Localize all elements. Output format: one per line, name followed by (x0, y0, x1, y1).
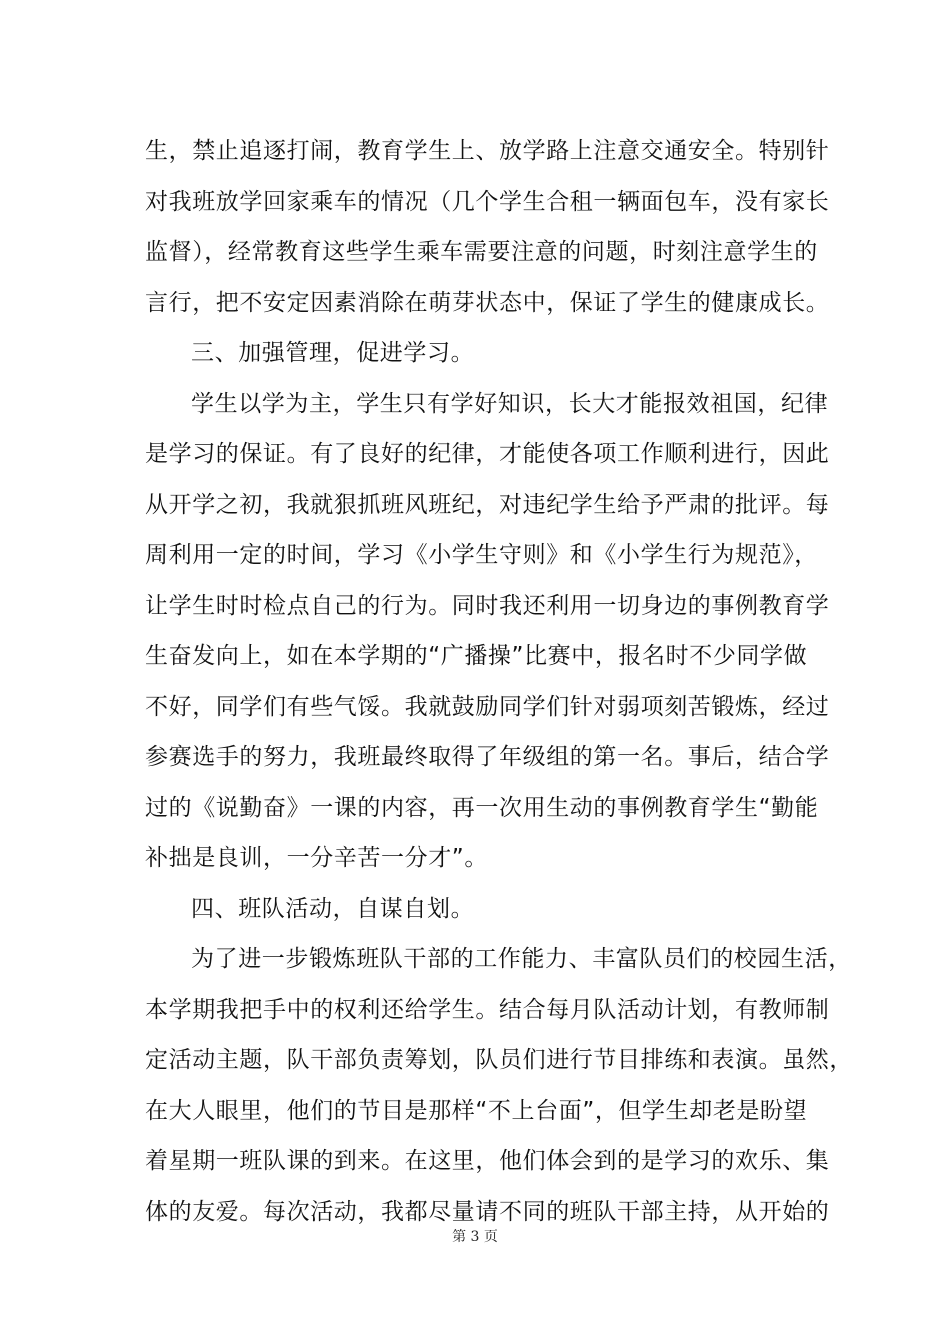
text-line: 补拙是良训，一分辛苦一分才”。 (145, 845, 488, 871)
text-line: 不好，同学们有些气馁。我就鼓励同学们针对弱项刻苦锻炼，经过 (145, 693, 830, 720)
text-line: 定活动主题，队干部负责筹划，队员们进行节目排练和表演。虽然， (145, 1047, 853, 1073)
text-line: 从开学之初，我就狠抓班风班纪，对违纪学生给予严肃的批评。每 (145, 491, 830, 518)
page-number: 第 3 页 (452, 1229, 498, 1245)
text-line: 让学生时时检点自己的行为。同时我还利用一切身边的事例教育学 (145, 592, 830, 619)
text-line: 为了进一步锻炼班队干部的工作能力、丰富队员们的校园生活， (191, 946, 852, 972)
text-line: 体的友爱。每次活动，我都尽量请不同的班队干部主持，从开始的 (145, 1198, 830, 1225)
text-line: 生奋发向上，如在本学期的“广播操”比赛中，报名时不少同学做 (145, 643, 808, 669)
text-line: 参赛选手的努力，我班最终取得了年级组的第一名。事后，结合学 (145, 744, 830, 770)
text-line: 对我班放学回家乘车的情况（几个学生合租一辆面包车，没有家长 (145, 188, 830, 215)
text-line: 本学期我把手中的权利还给学生。结合每月队活动计划，有教师制 (145, 996, 830, 1023)
text-line: 言行，把不安定因素消除在萌芽状态中，保证了学生的健康成长。 (145, 289, 830, 316)
text-line: 生，禁止追逐打闹，教育学生上、放学路上注意交通安全。特别针 (145, 138, 830, 164)
text-line: 是学习的保证。有了良好的纪律，才能使各项工作顺利进行，因此 (145, 441, 830, 467)
text-line: 监督），经常教育这些学生乘车需要注意的问题，时刻注意学生的 (145, 239, 818, 265)
section-heading: 三、加强管理，促进学习。 (191, 340, 475, 366)
text-line: 过的《说勤奋》一课的内容，再一次用生动的事例教育学生“勤能 (145, 794, 819, 821)
text-line: 着星期一班队课的到来。在这里，他们体会到的是学习的欢乐、集 (145, 1148, 830, 1174)
section-heading: 四、班队活动，自谋自划。 (191, 895, 475, 922)
document-body (145, 126, 853, 1237)
text-line: 在大人眼里，他们的节目是那样“不上台面”，但学生却老是盼望 (145, 1097, 808, 1124)
text-line: 周利用一定的时间，学习《小学生守则》和《小学生行为规范》， (145, 542, 818, 568)
text-line: 学生以学为主，学生只有学好知识，长大才能报效祖国，纪律 (191, 390, 829, 417)
